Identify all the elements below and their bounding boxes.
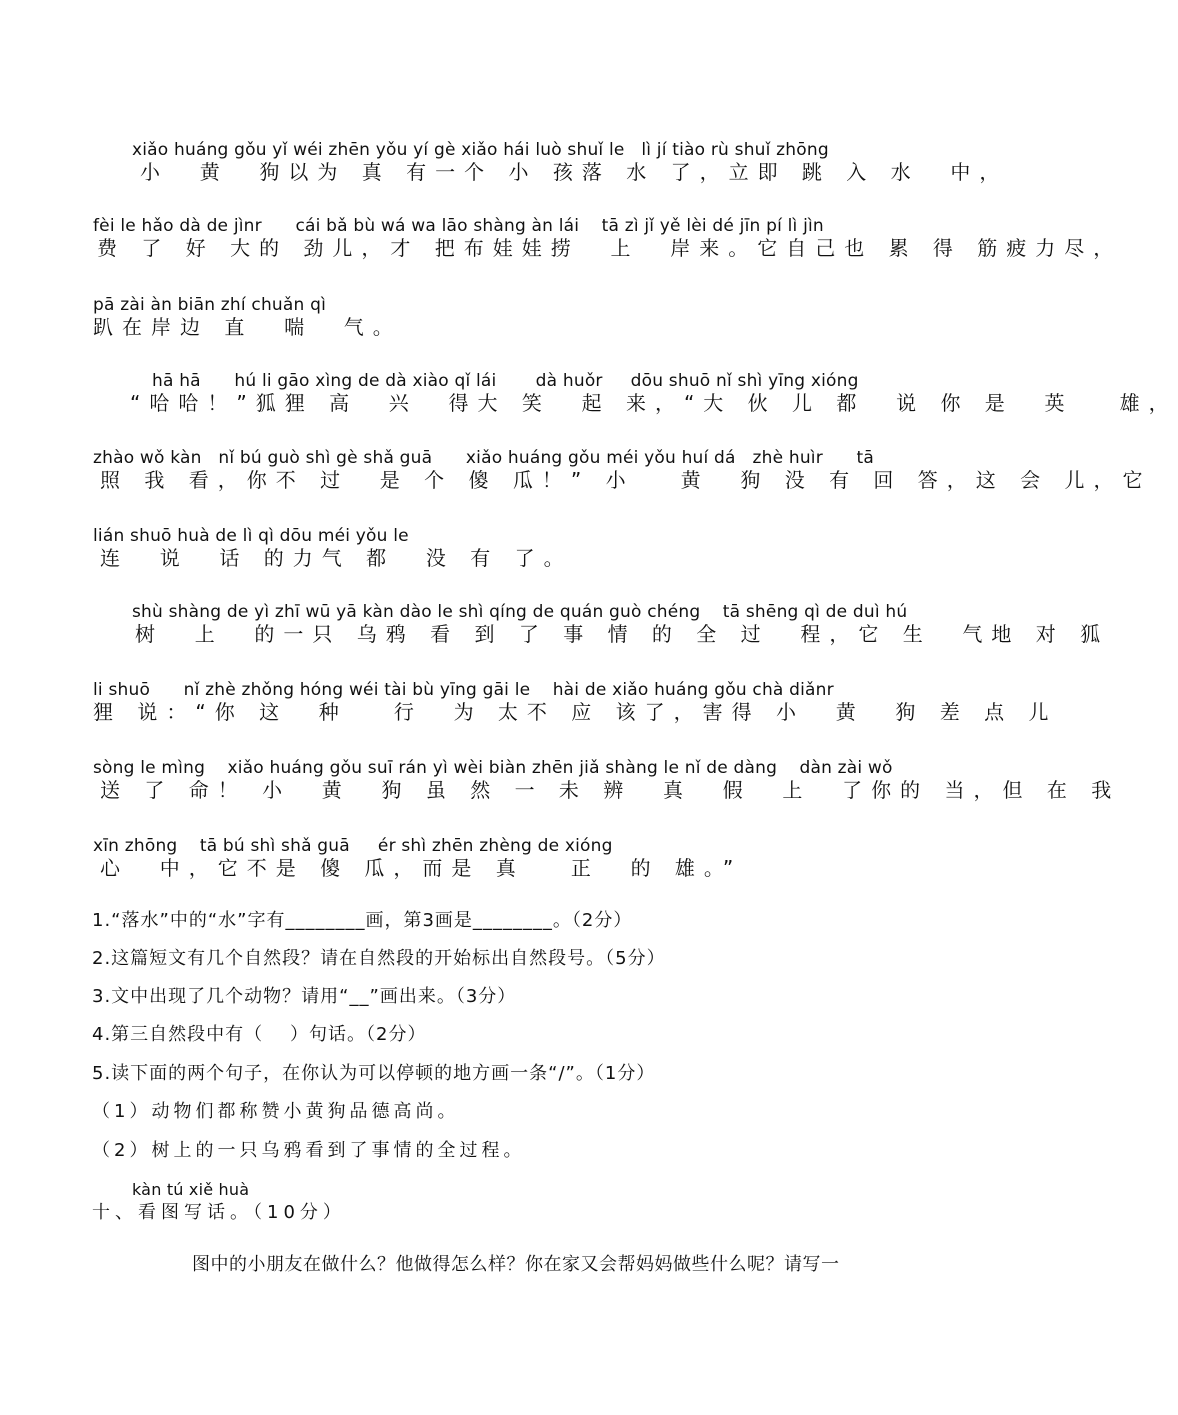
- p3-line4-text: 心 中，它不是 傻 瓜，而是 真 正 的 雄。”: [100, 856, 743, 880]
- p1-line2-pinyin: fèi le hǎo dà de jìnr cái bǎ bù wá wa lāo shàng àn lái tā zì jǐ yě lèi dé jīn pí lì jìn: [93, 216, 824, 236]
- section10-title: 十、看图写话。（10分）: [92, 1202, 346, 1223]
- p3-line2-pinyin: li shuō nǐ zhè zhǒng hóng wéi tài bù yīng gāi le hài de xiǎo huáng gǒu chà diǎnr: [93, 680, 834, 700]
- p2-line1-pinyin: hā hā hú li gāo xìng de dà xiào qǐ lái dà huǒr dōu shuō nǐ shì yīng xióng: [152, 371, 859, 391]
- p2-line1-text: “哈哈！”狐狸 高 兴 得大 笑 起 来，“大 伙 儿 都 说 你 是 英 雄，: [130, 391, 1178, 415]
- sentence-1: （1）动物们都称赞小黄狗品德高尚。: [92, 1101, 460, 1122]
- section10-pinyin: kàn tú xiě huà: [132, 1180, 250, 1199]
- p3-line3-text: 送 了 命！ 小 黄 狗 虽 然 一 未 辨 真 假 上 了你的 当，但 在 我: [100, 778, 1121, 802]
- p2-line3-text: 连 说 话 的力气 都 没 有 了。: [100, 546, 573, 570]
- p3-line1-text: 树 上 的一只 乌鸦 看 到 了 事 情 的 全 过 程，它 生 气地 对 狐: [135, 622, 1110, 646]
- p1-line3-text: 趴在岸边 直 喘 气。: [93, 315, 402, 339]
- p3-line4-pinyin: xīn zhōng tā bú shì shǎ guā ér shì zhēn zhèng de xióng: [93, 836, 613, 856]
- p2-line3-pinyin: lián shuō huà de lì qì dōu méi yǒu le: [93, 526, 409, 546]
- question-3: 3.文中出现了几个动物？请用“__”画出来。（3分）: [92, 986, 517, 1007]
- p1-line3-pinyin: pā zài àn biān zhí chuǎn qì: [93, 295, 327, 315]
- p3-line1-pinyin: shù shàng de yì zhī wū yā kàn dào le shì qíng de quán guò chéng tā shēng qì de duì hú: [132, 602, 908, 622]
- p1-line1-text: 小 黄 狗以为 真 有一个 小 孩落 水 了，立即 跳 入 水 中，: [140, 160, 1009, 184]
- sentence-2: （2）树上的一只乌鸦看到了事情的全过程。: [92, 1140, 526, 1161]
- p3-line2-text: 狸 说：“你 这 种 行 为 太不 应 该了，害得 小 黄 狗 差 点 儿: [93, 700, 1058, 724]
- p1-line2-text: 费 了 好 大的 劲儿，才 把布娃娃捞 上 岸来。它自己也 累 得 筋疲力尽，: [97, 236, 1123, 260]
- p3-line3-pinyin: sòng le mìng xiǎo huáng gǒu suī rán yì wèi biàn zhēn jiǎ shàng le nǐ de dàng dàn zài wǒ: [93, 758, 893, 778]
- p2-line2-pinyin: zhào wǒ kàn nǐ bú guò shì gè shǎ guā xiǎo huáng gǒu méi yǒu huí dá zhè huìr tā: [93, 448, 875, 468]
- question-1: 1.“落水”中的“水”字有________画，第3画是________。（2分）: [92, 910, 633, 931]
- section10-prompt: 图中的小朋友在做什么？他做得怎么样？你在家又会帮妈妈做些什么呢？请写一: [192, 1254, 840, 1275]
- p1-line1-pinyin: xiǎo huáng gǒu yǐ wéi zhēn yǒu yí gè xiǎo hái luò shuǐ le lì jí tiào rù shuǐ zhōng: [132, 140, 829, 160]
- p2-line2-text: 照 我 看，你不 过 是 个 傻 瓜！” 小 黄 狗 没 有 回 答，这 会 儿，它: [100, 468, 1152, 492]
- question-5: 5.读下面的两个句子，在你认为可以停顿的地方画一条“/”。（1分）: [92, 1063, 656, 1084]
- question-2: 2.这篇短文有几个自然段？请在自然段的开始标出自然段号。（5分）: [92, 948, 666, 969]
- question-4: 4.第三自然段中有（ ）句话。（2分）: [92, 1024, 427, 1045]
